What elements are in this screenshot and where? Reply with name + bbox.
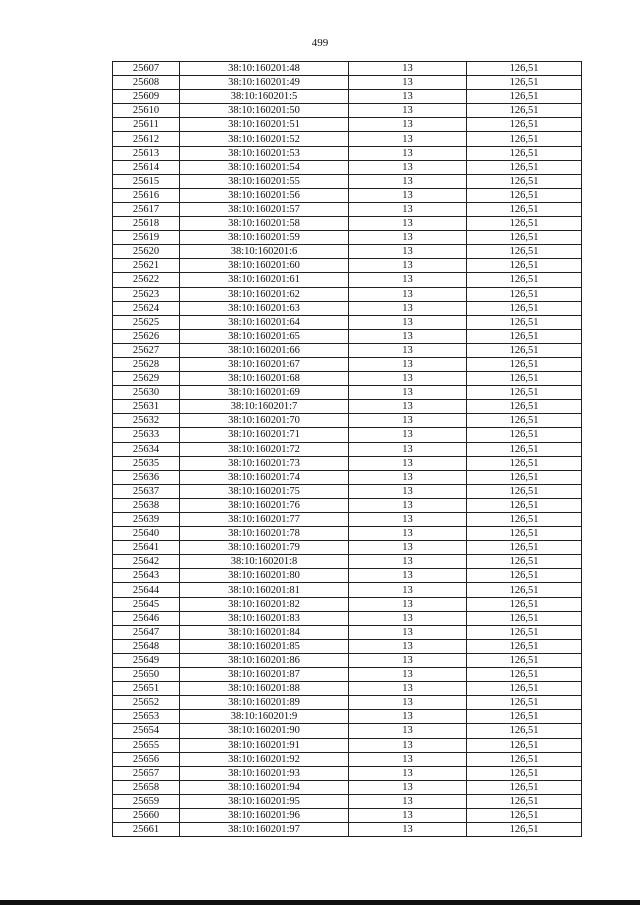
cadastral-number-cell: 38:10:160201:97 bbox=[180, 823, 349, 837]
table-row bbox=[113, 301, 582, 315]
cadastral-number-cell: 38:10:160201:57 bbox=[180, 202, 349, 216]
count-cell: 13 bbox=[349, 484, 467, 498]
cadastral-number-cell: 38:10:160201:76 bbox=[180, 498, 349, 512]
cadastral-number-cell: 38:10:160201:83 bbox=[180, 611, 349, 625]
table-row bbox=[113, 188, 582, 202]
table-row bbox=[113, 569, 582, 583]
table-row bbox=[113, 202, 582, 216]
value-cell: 126,51 bbox=[467, 456, 582, 470]
record-number-cell: 25654 bbox=[113, 724, 180, 738]
table-row bbox=[113, 118, 582, 132]
record-number-cell: 25640 bbox=[113, 527, 180, 541]
table-row bbox=[113, 583, 582, 597]
record-number-cell: 25624 bbox=[113, 301, 180, 315]
count-cell: 13 bbox=[349, 428, 467, 442]
cadastral-number-cell: 38:10:160201:94 bbox=[180, 780, 349, 794]
record-number-cell: 25625 bbox=[113, 315, 180, 329]
count-cell: 13 bbox=[349, 527, 467, 541]
table-row bbox=[113, 823, 582, 837]
value-cell: 126,51 bbox=[467, 118, 582, 132]
count-cell: 13 bbox=[349, 696, 467, 710]
cadastral-number-cell: 38:10:160201:89 bbox=[180, 696, 349, 710]
count-cell: 13 bbox=[349, 90, 467, 104]
count-cell: 13 bbox=[349, 682, 467, 696]
count-cell: 13 bbox=[349, 470, 467, 484]
value-cell: 126,51 bbox=[467, 668, 582, 682]
record-number-cell: 25642 bbox=[113, 555, 180, 569]
table-row bbox=[113, 555, 582, 569]
value-cell: 126,51 bbox=[467, 766, 582, 780]
value-cell: 126,51 bbox=[467, 62, 582, 76]
record-number-cell: 25636 bbox=[113, 470, 180, 484]
record-number-cell: 25647 bbox=[113, 625, 180, 639]
cadastral-number-cell: 38:10:160201:59 bbox=[180, 231, 349, 245]
cadastral-number-cell: 38:10:160201:9 bbox=[180, 710, 349, 724]
table-row bbox=[113, 343, 582, 357]
record-number-cell: 25634 bbox=[113, 442, 180, 456]
table-row bbox=[113, 738, 582, 752]
table-row bbox=[113, 273, 582, 287]
record-number-cell: 25650 bbox=[113, 668, 180, 682]
record-number-cell: 25616 bbox=[113, 188, 180, 202]
record-number-cell: 25659 bbox=[113, 794, 180, 808]
data-table bbox=[112, 61, 582, 837]
count-cell: 13 bbox=[349, 513, 467, 527]
cadastral-number-cell: 38:10:160201:52 bbox=[180, 132, 349, 146]
count-cell: 13 bbox=[349, 160, 467, 174]
record-number-cell: 25622 bbox=[113, 273, 180, 287]
record-number-cell: 25626 bbox=[113, 329, 180, 343]
count-cell: 13 bbox=[349, 808, 467, 822]
record-number-cell: 25657 bbox=[113, 766, 180, 780]
cadastral-number-cell: 38:10:160201:69 bbox=[180, 386, 349, 400]
record-number-cell: 25655 bbox=[113, 738, 180, 752]
table-row bbox=[113, 696, 582, 710]
count-cell: 13 bbox=[349, 752, 467, 766]
value-cell: 126,51 bbox=[467, 202, 582, 216]
table-row bbox=[113, 484, 582, 498]
table-row bbox=[113, 174, 582, 188]
page-bottom-edge bbox=[0, 900, 640, 905]
record-number-cell: 25615 bbox=[113, 174, 180, 188]
record-number-cell: 25609 bbox=[113, 90, 180, 104]
value-cell: 126,51 bbox=[467, 527, 582, 541]
record-number-cell: 25618 bbox=[113, 217, 180, 231]
count-cell: 13 bbox=[349, 118, 467, 132]
value-cell: 126,51 bbox=[467, 513, 582, 527]
cadastral-number-cell: 38:10:160201:55 bbox=[180, 174, 349, 188]
page-number: 499 bbox=[311, 37, 329, 49]
count-cell: 13 bbox=[349, 400, 467, 414]
record-number-cell: 25644 bbox=[113, 583, 180, 597]
cadastral-number-cell: 38:10:160201:54 bbox=[180, 160, 349, 174]
value-cell: 126,51 bbox=[467, 738, 582, 752]
cadastral-number-cell: 38:10:160201:56 bbox=[180, 188, 349, 202]
value-cell: 126,51 bbox=[467, 245, 582, 259]
record-number-cell: 25660 bbox=[113, 808, 180, 822]
table-row bbox=[113, 639, 582, 653]
cadastral-number-cell: 38:10:160201:88 bbox=[180, 682, 349, 696]
value-cell: 126,51 bbox=[467, 104, 582, 118]
table-row bbox=[113, 668, 582, 682]
count-cell: 13 bbox=[349, 62, 467, 76]
cadastral-number-cell: 38:10:160201:72 bbox=[180, 442, 349, 456]
count-cell: 13 bbox=[349, 301, 467, 315]
count-cell: 13 bbox=[349, 188, 467, 202]
cadastral-number-cell: 38:10:160201:93 bbox=[180, 766, 349, 780]
count-cell: 13 bbox=[349, 174, 467, 188]
value-cell: 126,51 bbox=[467, 710, 582, 724]
value-cell: 126,51 bbox=[467, 498, 582, 512]
table-row bbox=[113, 357, 582, 371]
table-row bbox=[113, 386, 582, 400]
value-cell: 126,51 bbox=[467, 611, 582, 625]
value-cell: 126,51 bbox=[467, 217, 582, 231]
table-row bbox=[113, 682, 582, 696]
count-cell: 13 bbox=[349, 259, 467, 273]
value-cell: 126,51 bbox=[467, 653, 582, 667]
value-cell: 126,51 bbox=[467, 442, 582, 456]
record-number-cell: 25638 bbox=[113, 498, 180, 512]
record-number-cell: 25630 bbox=[113, 386, 180, 400]
count-cell: 13 bbox=[349, 555, 467, 569]
table-row bbox=[113, 132, 582, 146]
value-cell: 126,51 bbox=[467, 597, 582, 611]
cadastral-number-cell: 38:10:160201:95 bbox=[180, 794, 349, 808]
count-cell: 13 bbox=[349, 710, 467, 724]
value-cell: 126,51 bbox=[467, 808, 582, 822]
value-cell: 126,51 bbox=[467, 794, 582, 808]
value-cell: 126,51 bbox=[467, 682, 582, 696]
cadastral-number-cell: 38:10:160201:6 bbox=[180, 245, 349, 259]
count-cell: 13 bbox=[349, 202, 467, 216]
cadastral-number-cell: 38:10:160201:71 bbox=[180, 428, 349, 442]
record-number-cell: 25632 bbox=[113, 414, 180, 428]
value-cell: 126,51 bbox=[467, 625, 582, 639]
count-cell: 13 bbox=[349, 76, 467, 90]
record-number-cell: 25656 bbox=[113, 752, 180, 766]
cadastral-number-cell: 38:10:160201:62 bbox=[180, 287, 349, 301]
cadastral-number-cell: 38:10:160201:80 bbox=[180, 569, 349, 583]
count-cell: 13 bbox=[349, 231, 467, 245]
value-cell: 126,51 bbox=[467, 428, 582, 442]
cadastral-number-cell: 38:10:160201:5 bbox=[180, 90, 349, 104]
table-row bbox=[113, 653, 582, 667]
table-row bbox=[113, 400, 582, 414]
record-number-cell: 25645 bbox=[113, 597, 180, 611]
count-cell: 13 bbox=[349, 104, 467, 118]
cadastral-number-cell: 38:10:160201:66 bbox=[180, 343, 349, 357]
count-cell: 13 bbox=[349, 766, 467, 780]
cadastral-number-cell: 38:10:160201:91 bbox=[180, 738, 349, 752]
count-cell: 13 bbox=[349, 357, 467, 371]
table-row bbox=[113, 597, 582, 611]
record-number-cell: 25649 bbox=[113, 653, 180, 667]
table-row bbox=[113, 794, 582, 808]
table-row bbox=[113, 808, 582, 822]
value-cell: 126,51 bbox=[467, 343, 582, 357]
record-number-cell: 25631 bbox=[113, 400, 180, 414]
table-row bbox=[113, 513, 582, 527]
count-cell: 13 bbox=[349, 597, 467, 611]
value-cell: 126,51 bbox=[467, 780, 582, 794]
record-number-cell: 25613 bbox=[113, 146, 180, 160]
cadastral-number-cell: 38:10:160201:73 bbox=[180, 456, 349, 470]
table-row bbox=[113, 470, 582, 484]
cadastral-number-cell: 38:10:160201:67 bbox=[180, 357, 349, 371]
table-row bbox=[113, 527, 582, 541]
cadastral-number-cell: 38:10:160201:96 bbox=[180, 808, 349, 822]
value-cell: 126,51 bbox=[467, 315, 582, 329]
table-row bbox=[113, 76, 582, 90]
value-cell: 126,51 bbox=[467, 752, 582, 766]
count-cell: 13 bbox=[349, 625, 467, 639]
table-row bbox=[113, 625, 582, 639]
table-row bbox=[113, 456, 582, 470]
table-row bbox=[113, 414, 582, 428]
cadastral-number-cell: 38:10:160201:77 bbox=[180, 513, 349, 527]
value-cell: 126,51 bbox=[467, 273, 582, 287]
cadastral-number-cell: 38:10:160201:75 bbox=[180, 484, 349, 498]
value-cell: 126,51 bbox=[467, 541, 582, 555]
record-number-cell: 25661 bbox=[113, 823, 180, 837]
table-row bbox=[113, 62, 582, 76]
value-cell: 126,51 bbox=[467, 372, 582, 386]
table-row bbox=[113, 752, 582, 766]
record-number-cell: 25621 bbox=[113, 259, 180, 273]
cadastral-number-cell: 38:10:160201:78 bbox=[180, 527, 349, 541]
count-cell: 13 bbox=[349, 653, 467, 667]
record-number-cell: 25619 bbox=[113, 231, 180, 245]
record-number-cell: 25629 bbox=[113, 372, 180, 386]
count-cell: 13 bbox=[349, 780, 467, 794]
value-cell: 126,51 bbox=[467, 259, 582, 273]
count-cell: 13 bbox=[349, 217, 467, 231]
count-cell: 13 bbox=[349, 541, 467, 555]
record-number-cell: 25648 bbox=[113, 639, 180, 653]
record-number-cell: 25658 bbox=[113, 780, 180, 794]
table-row bbox=[113, 245, 582, 259]
table-row bbox=[113, 90, 582, 104]
count-cell: 13 bbox=[349, 611, 467, 625]
record-number-cell: 25651 bbox=[113, 682, 180, 696]
table-row bbox=[113, 146, 582, 160]
count-cell: 13 bbox=[349, 386, 467, 400]
record-number-cell: 25635 bbox=[113, 456, 180, 470]
count-cell: 13 bbox=[349, 639, 467, 653]
count-cell: 13 bbox=[349, 794, 467, 808]
value-cell: 126,51 bbox=[467, 484, 582, 498]
table-row bbox=[113, 160, 582, 174]
count-cell: 13 bbox=[349, 132, 467, 146]
value-cell: 126,51 bbox=[467, 569, 582, 583]
record-number-cell: 25608 bbox=[113, 76, 180, 90]
count-cell: 13 bbox=[349, 823, 467, 837]
cadastral-number-cell: 38:10:160201:58 bbox=[180, 217, 349, 231]
cadastral-number-cell: 38:10:160201:68 bbox=[180, 372, 349, 386]
cadastral-number-cell: 38:10:160201:79 bbox=[180, 541, 349, 555]
table-row bbox=[113, 428, 582, 442]
count-cell: 13 bbox=[349, 738, 467, 752]
record-number-cell: 25628 bbox=[113, 357, 180, 371]
cadastral-number-cell: 38:10:160201:65 bbox=[180, 329, 349, 343]
record-number-cell: 25646 bbox=[113, 611, 180, 625]
value-cell: 126,51 bbox=[467, 639, 582, 653]
value-cell: 126,51 bbox=[467, 132, 582, 146]
count-cell: 13 bbox=[349, 569, 467, 583]
cadastral-number-cell: 38:10:160201:85 bbox=[180, 639, 349, 653]
value-cell: 126,51 bbox=[467, 470, 582, 484]
count-cell: 13 bbox=[349, 146, 467, 160]
table-row bbox=[113, 287, 582, 301]
count-cell: 13 bbox=[349, 372, 467, 386]
count-cell: 13 bbox=[349, 456, 467, 470]
count-cell: 13 bbox=[349, 329, 467, 343]
cadastral-number-cell: 38:10:160201:8 bbox=[180, 555, 349, 569]
record-number-cell: 25653 bbox=[113, 710, 180, 724]
record-number-cell: 25652 bbox=[113, 696, 180, 710]
value-cell: 126,51 bbox=[467, 146, 582, 160]
table-row bbox=[113, 611, 582, 625]
record-number-cell: 25623 bbox=[113, 287, 180, 301]
record-number-cell: 25627 bbox=[113, 343, 180, 357]
value-cell: 126,51 bbox=[467, 696, 582, 710]
cadastral-number-cell: 38:10:160201:50 bbox=[180, 104, 349, 118]
record-number-cell: 25641 bbox=[113, 541, 180, 555]
cadastral-number-cell: 38:10:160201:51 bbox=[180, 118, 349, 132]
value-cell: 126,51 bbox=[467, 231, 582, 245]
value-cell: 126,51 bbox=[467, 823, 582, 837]
record-number-cell: 25639 bbox=[113, 513, 180, 527]
value-cell: 126,51 bbox=[467, 174, 582, 188]
cadastral-number-cell: 38:10:160201:87 bbox=[180, 668, 349, 682]
value-cell: 126,51 bbox=[467, 724, 582, 738]
record-number-cell: 25612 bbox=[113, 132, 180, 146]
count-cell: 13 bbox=[349, 343, 467, 357]
table-row bbox=[113, 780, 582, 794]
record-number-cell: 25617 bbox=[113, 202, 180, 216]
value-cell: 126,51 bbox=[467, 301, 582, 315]
count-cell: 13 bbox=[349, 414, 467, 428]
record-number-cell: 25607 bbox=[113, 62, 180, 76]
cadastral-number-cell: 38:10:160201:7 bbox=[180, 400, 349, 414]
cadastral-number-cell: 38:10:160201:61 bbox=[180, 273, 349, 287]
count-cell: 13 bbox=[349, 668, 467, 682]
cadastral-number-cell: 38:10:160201:60 bbox=[180, 259, 349, 273]
value-cell: 126,51 bbox=[467, 76, 582, 90]
value-cell: 126,51 bbox=[467, 583, 582, 597]
cadastral-number-cell: 38:10:160201:63 bbox=[180, 301, 349, 315]
count-cell: 13 bbox=[349, 442, 467, 456]
value-cell: 126,51 bbox=[467, 555, 582, 569]
cadastral-number-cell: 38:10:160201:90 bbox=[180, 724, 349, 738]
value-cell: 126,51 bbox=[467, 160, 582, 174]
value-cell: 126,51 bbox=[467, 400, 582, 414]
count-cell: 13 bbox=[349, 315, 467, 329]
table-row bbox=[113, 104, 582, 118]
table-row bbox=[113, 329, 582, 343]
cadastral-number-cell: 38:10:160201:82 bbox=[180, 597, 349, 611]
record-number-cell: 25614 bbox=[113, 160, 180, 174]
table-row bbox=[113, 231, 582, 245]
count-cell: 13 bbox=[349, 583, 467, 597]
record-number-cell: 25620 bbox=[113, 245, 180, 259]
record-number-cell: 25633 bbox=[113, 428, 180, 442]
value-cell: 126,51 bbox=[467, 329, 582, 343]
record-number-cell: 25611 bbox=[113, 118, 180, 132]
table-row bbox=[113, 217, 582, 231]
table-row bbox=[113, 372, 582, 386]
count-cell: 13 bbox=[349, 724, 467, 738]
count-cell: 13 bbox=[349, 273, 467, 287]
count-cell: 13 bbox=[349, 498, 467, 512]
value-cell: 126,51 bbox=[467, 386, 582, 400]
table-row bbox=[113, 315, 582, 329]
cadastral-number-cell: 38:10:160201:48 bbox=[180, 62, 349, 76]
table-row bbox=[113, 541, 582, 555]
table-body bbox=[113, 62, 582, 837]
cadastral-number-cell: 38:10:160201:86 bbox=[180, 653, 349, 667]
table-row bbox=[113, 766, 582, 780]
count-cell: 13 bbox=[349, 287, 467, 301]
value-cell: 126,51 bbox=[467, 357, 582, 371]
cadastral-number-cell: 38:10:160201:53 bbox=[180, 146, 349, 160]
table-row bbox=[113, 724, 582, 738]
record-number-cell: 25637 bbox=[113, 484, 180, 498]
table-row bbox=[113, 442, 582, 456]
table-row bbox=[113, 710, 582, 724]
cadastral-number-cell: 38:10:160201:64 bbox=[180, 315, 349, 329]
value-cell: 126,51 bbox=[467, 287, 582, 301]
cadastral-number-cell: 38:10:160201:49 bbox=[180, 76, 349, 90]
cadastral-number-cell: 38:10:160201:92 bbox=[180, 752, 349, 766]
value-cell: 126,51 bbox=[467, 188, 582, 202]
record-number-cell: 25643 bbox=[113, 569, 180, 583]
data-table-container bbox=[112, 61, 581, 837]
record-number-cell: 25610 bbox=[113, 104, 180, 118]
cadastral-number-cell: 38:10:160201:81 bbox=[180, 583, 349, 597]
table-row bbox=[113, 498, 582, 512]
value-cell: 126,51 bbox=[467, 414, 582, 428]
value-cell: 126,51 bbox=[467, 90, 582, 104]
cadastral-number-cell: 38:10:160201:84 bbox=[180, 625, 349, 639]
cadastral-number-cell: 38:10:160201:70 bbox=[180, 414, 349, 428]
cadastral-number-cell: 38:10:160201:74 bbox=[180, 470, 349, 484]
table-row bbox=[113, 259, 582, 273]
count-cell: 13 bbox=[349, 245, 467, 259]
